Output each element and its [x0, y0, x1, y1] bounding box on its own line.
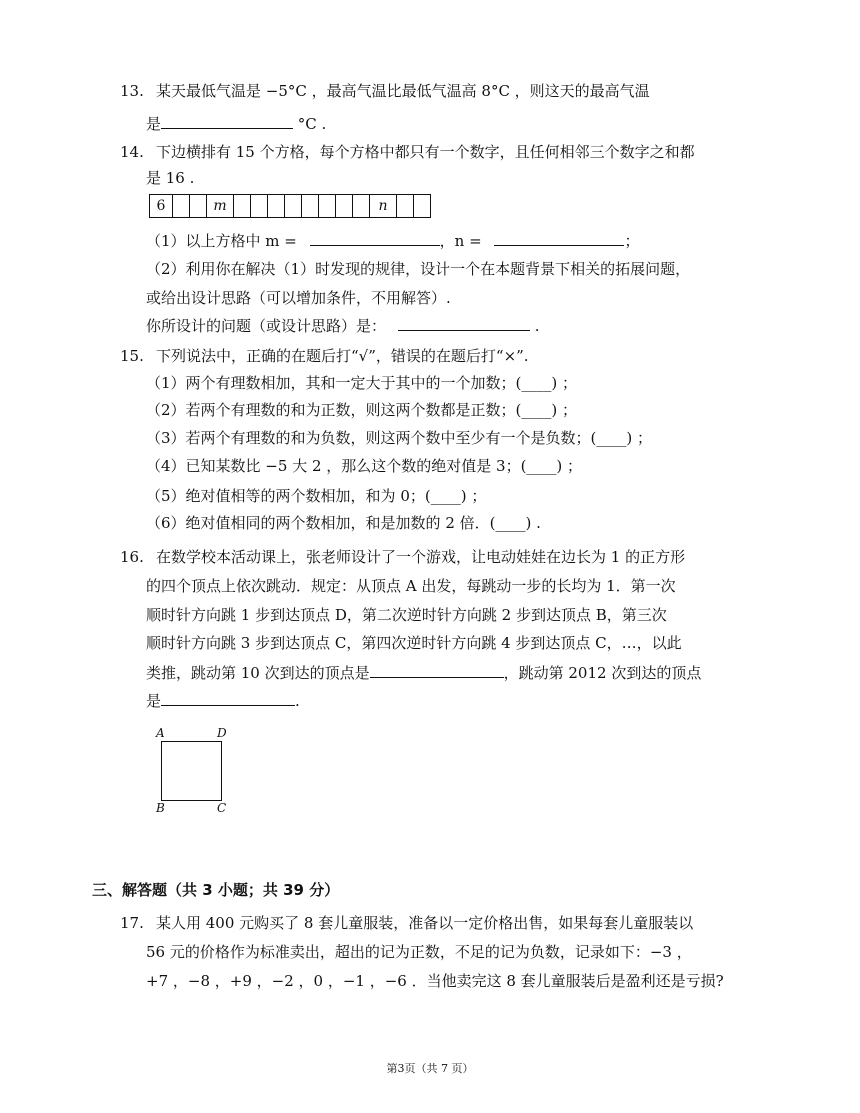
grid-cell: n — [370, 195, 397, 217]
q16-step2012-blank[interactable] — [161, 689, 295, 706]
grid-cell — [173, 195, 190, 217]
q15-number: 15. — [120, 347, 144, 365]
grid-cell: m — [207, 195, 234, 217]
grid-cell: 6 — [150, 195, 173, 217]
q13-line-1: 某天最低气温是 −5°C ，最高气温比最低气温高 8°C ，则这天的最高气温 — [156, 82, 650, 100]
q17-line-2: 56 元的价格作为标准卖出，超出的记为正数，不足的记为负数，记录如下：−3 ， — [146, 943, 692, 961]
grid-cell — [268, 195, 285, 217]
grid-cell — [397, 195, 414, 217]
q16-line-6-suffix: . — [295, 692, 300, 710]
q16-line-5-suffix: ，跳动第 2012 次到达的顶点 — [503, 664, 702, 682]
q17-line-3: +7 ，−8 ，+9 ，−2 ，0 ，−1 ，−6 ．当他卖完这 8 套儿童服装后是盈利还是亏损? — [146, 972, 724, 990]
q16-line-3: 顺时针方向跳 1 步到达顶点 D，第二次逆时针方向跳 2 步到达顶点 B，第三次 — [146, 606, 667, 624]
grid-cell — [190, 195, 207, 217]
q15-item-1: （1）两个有理数相加，其和一定大于其中的一个加数；(____) ； — [146, 374, 578, 392]
q17-number: 17. — [120, 914, 144, 932]
q17-line-1: 某人用 400 元购买了 8 套儿童服装，准备以一定价格出售，如果每套儿童服装以 — [156, 914, 694, 932]
q15-item-4: （4）已知某数比 −5 大 2 ，那么这个数的绝对值是 3；(____) ； — [146, 457, 583, 475]
q14-part-2-line-2: 或给出设计思路（可以增加条件，不用解答）. — [146, 289, 451, 307]
grid-cell — [353, 195, 370, 217]
q14-line-2: 是 16 . — [146, 169, 195, 187]
q13-line-2 — [146, 112, 326, 134]
q13-line-2-suffix: °C . — [293, 115, 327, 133]
q16-line-5 — [146, 661, 701, 683]
vertex-label-d: D — [217, 726, 227, 740]
grid-cell — [251, 195, 268, 217]
q14-part-1-mid: ，n = — [439, 232, 482, 250]
vertex-label-c: C — [217, 801, 227, 815]
q14-part-1 — [146, 229, 639, 251]
q14-part-1-prefix: （1）以上方格中 m = — [146, 232, 297, 250]
q14-m-blank[interactable] — [310, 229, 440, 246]
q15-item-5: （5）绝对值相等的两个数相加，和为 0；(____) ； — [146, 487, 487, 505]
q14-part-3 — [146, 314, 540, 336]
page-footer: 第3页（共 7 页） — [386, 1062, 474, 1075]
q14-n-blank[interactable] — [494, 229, 624, 246]
q16-line-1: 在数学校本活动课上，张老师设计了一个游戏，让电动娃娃在边长为 1 的正方形 — [156, 548, 686, 566]
q15-item-2: （2）若两个有理数的和为正数，则这两个数都是正数；(____) ； — [146, 401, 578, 419]
square-figure — [161, 741, 222, 801]
q14-number-grid — [149, 194, 431, 218]
q14-part-1-suffix: ； — [624, 232, 640, 250]
q16-line-5-prefix: 类推，跳动第 10 次到达的顶点是 — [146, 664, 370, 682]
grid-cell — [302, 195, 319, 217]
grid-cell — [414, 195, 430, 217]
q13-line-2-prefix: 是 — [146, 115, 162, 133]
q14-number: 14. — [120, 143, 144, 161]
q15-intro: 下列说法中，正确的在题后打“√”，错误的在题后打“×”. — [156, 347, 529, 365]
grid-cell — [285, 195, 302, 217]
q16-line-6-prefix: 是 — [146, 692, 162, 710]
q15-item-6: （6）绝对值相同的两个数相加，和是加数的 2 倍．(____) . — [146, 514, 541, 532]
q14-line-1: 下边横排有 15 个方格，每个方格中都只有一个数字，且任何相邻三个数字之和都 — [156, 143, 695, 161]
q14-design-blank[interactable] — [398, 314, 530, 331]
vertex-label-a: A — [156, 726, 165, 740]
q14-part-2-line-1: （2）利用你在解决（1）时发现的规律，设计一个在本题背景下相关的拓展问题， — [146, 260, 691, 278]
vertex-label-b: B — [156, 801, 165, 815]
q16-number: 16. — [120, 548, 144, 566]
q16-step10-blank[interactable] — [370, 661, 504, 678]
q14-part-3-suffix: . — [530, 317, 540, 335]
q16-line-2: 的四个顶点上依次跳动．规定：从顶点 A 出发，每跳动一步的长均为 1．第一次 — [146, 577, 676, 595]
q16-line-4: 顺时针方向跳 3 步到达顶点 C，第四次逆时针方向跳 4 步到达顶点 C，…，以此 — [146, 634, 682, 652]
grid-cell — [234, 195, 251, 217]
q13-answer-blank[interactable] — [161, 112, 293, 129]
grid-cell — [319, 195, 336, 217]
section-3-heading: 三、解答题（共 3 小题；共 39 分） — [92, 881, 340, 899]
grid-cell — [336, 195, 353, 217]
q15-item-3: （3）若两个有理数的和为负数，则这两个数中至少有一个是负数；(____) ； — [146, 429, 653, 447]
q16-line-6 — [146, 689, 300, 711]
q14-part-3-prefix: 你所设计的问题（或设计思路）是： — [146, 317, 387, 335]
q13-number: 13. — [120, 82, 144, 100]
